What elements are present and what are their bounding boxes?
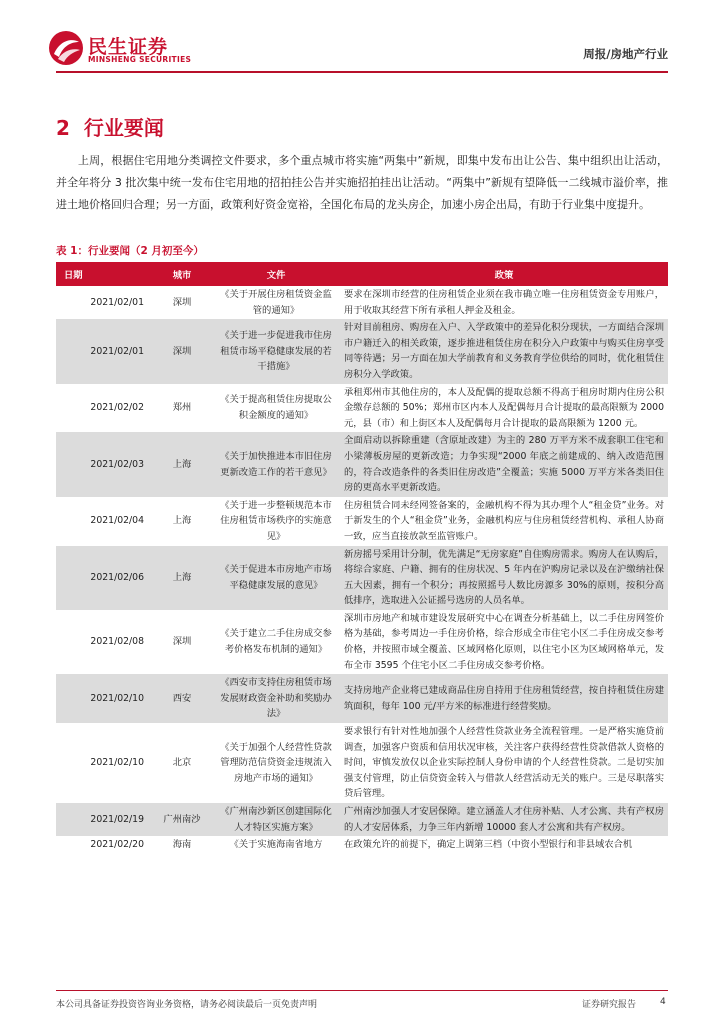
page-header (0, 0, 724, 80)
row-date: 2021/02/10 (56, 723, 152, 803)
row-policy: 住房租赁合同未经网签备案的，金融机构不得为其办理个人“租金贷”业务。对于新发生的个人“租金贷”业务，金融机构应与住房租赁经营机构、承租人协商一致，应当直接放款至监管账户。 (340, 497, 668, 546)
row-city: 海南 (152, 836, 212, 854)
row-city: 北京 (152, 723, 212, 803)
header-city: 城市 (152, 262, 212, 286)
row-date: 2021/02/04 (56, 497, 152, 546)
header-date: 日期 (56, 262, 152, 286)
footer-report-type: 证券研究报告 (582, 1000, 637, 1010)
document-type: 周报/房地产行业 (583, 47, 668, 61)
row-date: 2021/02/20 (56, 836, 152, 854)
table-row (56, 384, 668, 433)
row-file: 《关于进一步整顿规范本市住房租赁市场秩序的实施意见》 (212, 497, 340, 546)
row-date: 2021/02/01 (56, 319, 152, 383)
row-policy: 全面启动以拆除重建（含原址改建）为主的 280 万平方米不成套职工住宅和小梁薄板房屋的更新改造；力争实现“2000 年底之前建成的、纳入改造范围的，符合改造条件的各类旧住房改造”全覆盖；实施 5000 万平方米各类旧住房的更高水平更新改造。 (340, 432, 668, 496)
page-number: 4 (660, 997, 666, 1007)
row-policy: 承租郑州市其他住房的，本人及配偶的提取总额不得高于租房时期内住房公积金缴存总额的 50%；郑州市区内本人及配偶每月合计提取的最高限额为 2000 元，县（市）和上街区本人及配偶每月合计提取的最高限额为 1200 元。 (340, 384, 668, 433)
row-file: 《广州南沙新区创建国际化人才特区实施方案》 (212, 803, 340, 836)
header-divider (56, 71, 668, 73)
footer-disclaimer: 本公司具备证券投资咨询业务资格，请务必阅读最后一页免责声明 (56, 1000, 318, 1010)
table-row (56, 803, 668, 836)
row-file: 《关于建立二手住房成交参考价格发布机制的通知》 (212, 610, 340, 674)
row-city: 上海 (152, 497, 212, 546)
footer-divider (56, 990, 668, 991)
row-file: 《关于进一步促进我市住房租赁市场平稳健康发展的若干措施》 (212, 319, 340, 383)
row-policy: 要求银行有针对性地加强个人经营性贷款业务全流程管理。一是严格实施贷前调查，加强客户资质和信用状况审核，关注客户获得经营性贷款借款人资格的时间，审慎发放仅以企业实际控制人身份申请的个人经营性贷款。二是切实加强支付管理，防止信贷资金转入与借款人经营活动无关的账户。三是尽职落实贷后管理。 (340, 723, 668, 803)
row-city: 郑州 (152, 384, 212, 433)
table-row (56, 497, 668, 546)
table-title: 表 1：行业要闻（2 月初至今） (56, 245, 204, 257)
table-row (56, 546, 668, 610)
policy-news-table (56, 262, 668, 854)
row-city: 深圳 (152, 610, 212, 674)
row-date: 2021/02/02 (56, 384, 152, 433)
row-policy: 深圳市房地产和城市建设发展研究中心在调查分析基础上，以二手住房网签价格为基础，参考周边一手住房价格，综合形成全市住宅小区二手住房成交参考价格，并按照市域全覆盖、区域网格化原则，以住宅小区为区域网格单元，发布全市 3595 个住宅小区二手住房成交参考价格。 (340, 610, 668, 674)
row-city: 西安 (152, 674, 212, 723)
row-policy: 要求在深圳市经营的住房租赁企业须在我市确立唯一住房租赁资金专用账户，用于收取其经营下所有承租人押金及租金。 (340, 286, 668, 319)
table-header-row (56, 262, 668, 286)
row-city: 广州南沙 (152, 803, 212, 836)
row-file: 《关于开展住房租赁资金监管的通知》 (212, 286, 340, 319)
row-file: 《西安市支持住房租赁市场发展财政资金补助和奖励办法》 (212, 674, 340, 723)
row-date: 2021/02/19 (56, 803, 152, 836)
row-policy: 新房摇号采用计分制，优先满足“无房家庭”自住购房需求。购房人在认购后，将综合家庭、户籍、拥有的住房状况、5 年内在沪购房记录以及在沪缴纳社保五大因素，拥有一个积分；再按照摇号人数比房源多 30%的原则，按积分高低排序，选取进入公证摇号选房的人员名单。 (340, 546, 668, 610)
header-file: 文件 (212, 262, 340, 286)
section-title-text: 行业要闻 (83, 116, 164, 140)
minsheng-logo (48, 30, 208, 70)
table-row (56, 286, 668, 319)
minsheng-logo-icon (48, 30, 84, 66)
row-policy: 针对目前租房、购房在入户、入学政策中的差异化积分现状，一方面结合深圳市户籍迁入的相关政策，逐步推进租赁住房在积分入户政策中与购买住房享受同等待遇；另一方面在加大学前教育和义务教育学位供给的同时，优化租赁住房积分入学政策。 (340, 319, 668, 383)
row-file: 《关于促进本市房地产市场平稳健康发展的意见》 (212, 546, 340, 610)
table-row (56, 723, 668, 803)
row-policy: 在政策允许的前提下，确定上调第三档（中资小型银行和非县域农合机 (340, 836, 668, 854)
row-date: 2021/02/10 (56, 674, 152, 723)
row-file: 《关于加强个人经营性贷款管理防范信贷资金违规流入房地产市场的通知》 (212, 723, 340, 803)
table-row (56, 836, 668, 854)
logo-english-name: MINSHENG SECURITIES (88, 55, 192, 64)
intro-paragraph: 上周，根据住宅用地分类调控文件要求，多个重点城市将实施“两集中”新规，即集中发布出让公告、集中组织出让活动，并全年将分 3 批次集中统一发布住宅用地的招拍挂公告并实施招拍挂出让活动。“两集中”新规有望降低一二线城市溢价率，推进土地价格回归合理；另一方面，政策利好资金宽裕，全国化布局的龙头房企，加速小房企出局，有助于行业集中度提升。 (56, 154, 668, 211)
row-file: 《关于提高租赁住房提取公积金额度的通知》 (212, 384, 340, 433)
row-city: 上海 (152, 432, 212, 496)
row-file: 《关于实施海南省地方 (212, 836, 340, 854)
table-row (56, 674, 668, 723)
table-row (56, 319, 668, 383)
row-policy: 广州南沙加强人才安居保障。建立涵盖人才住房补贴、人才公寓、共有产权房的人才安居体系，力争三年内新增 10000 套人才公寓和共有产权房。 (340, 803, 668, 836)
table-row (56, 610, 668, 674)
section-heading (56, 112, 164, 141)
row-date: 2021/02/08 (56, 610, 152, 674)
row-city: 上海 (152, 546, 212, 610)
header-policy: 政策 (340, 262, 668, 286)
table-row (56, 432, 668, 496)
row-date: 2021/02/06 (56, 546, 152, 610)
row-policy: 支持房地产企业将已建成商品住房自持用于住房租赁经营，按自持租赁住房建筑面积，每年 100 元/平方米的标准进行经营奖励。 (340, 674, 668, 723)
row-date: 2021/02/01 (56, 286, 152, 319)
section-number: 2 (56, 116, 70, 140)
row-file: 《关于加快推进本市旧住房更新改造工作的若干意见》 (212, 432, 340, 496)
row-city: 深圳 (152, 286, 212, 319)
row-date: 2021/02/03 (56, 432, 152, 496)
row-city: 深圳 (152, 319, 212, 383)
logo-chinese-name: 民生证券 (88, 36, 169, 58)
